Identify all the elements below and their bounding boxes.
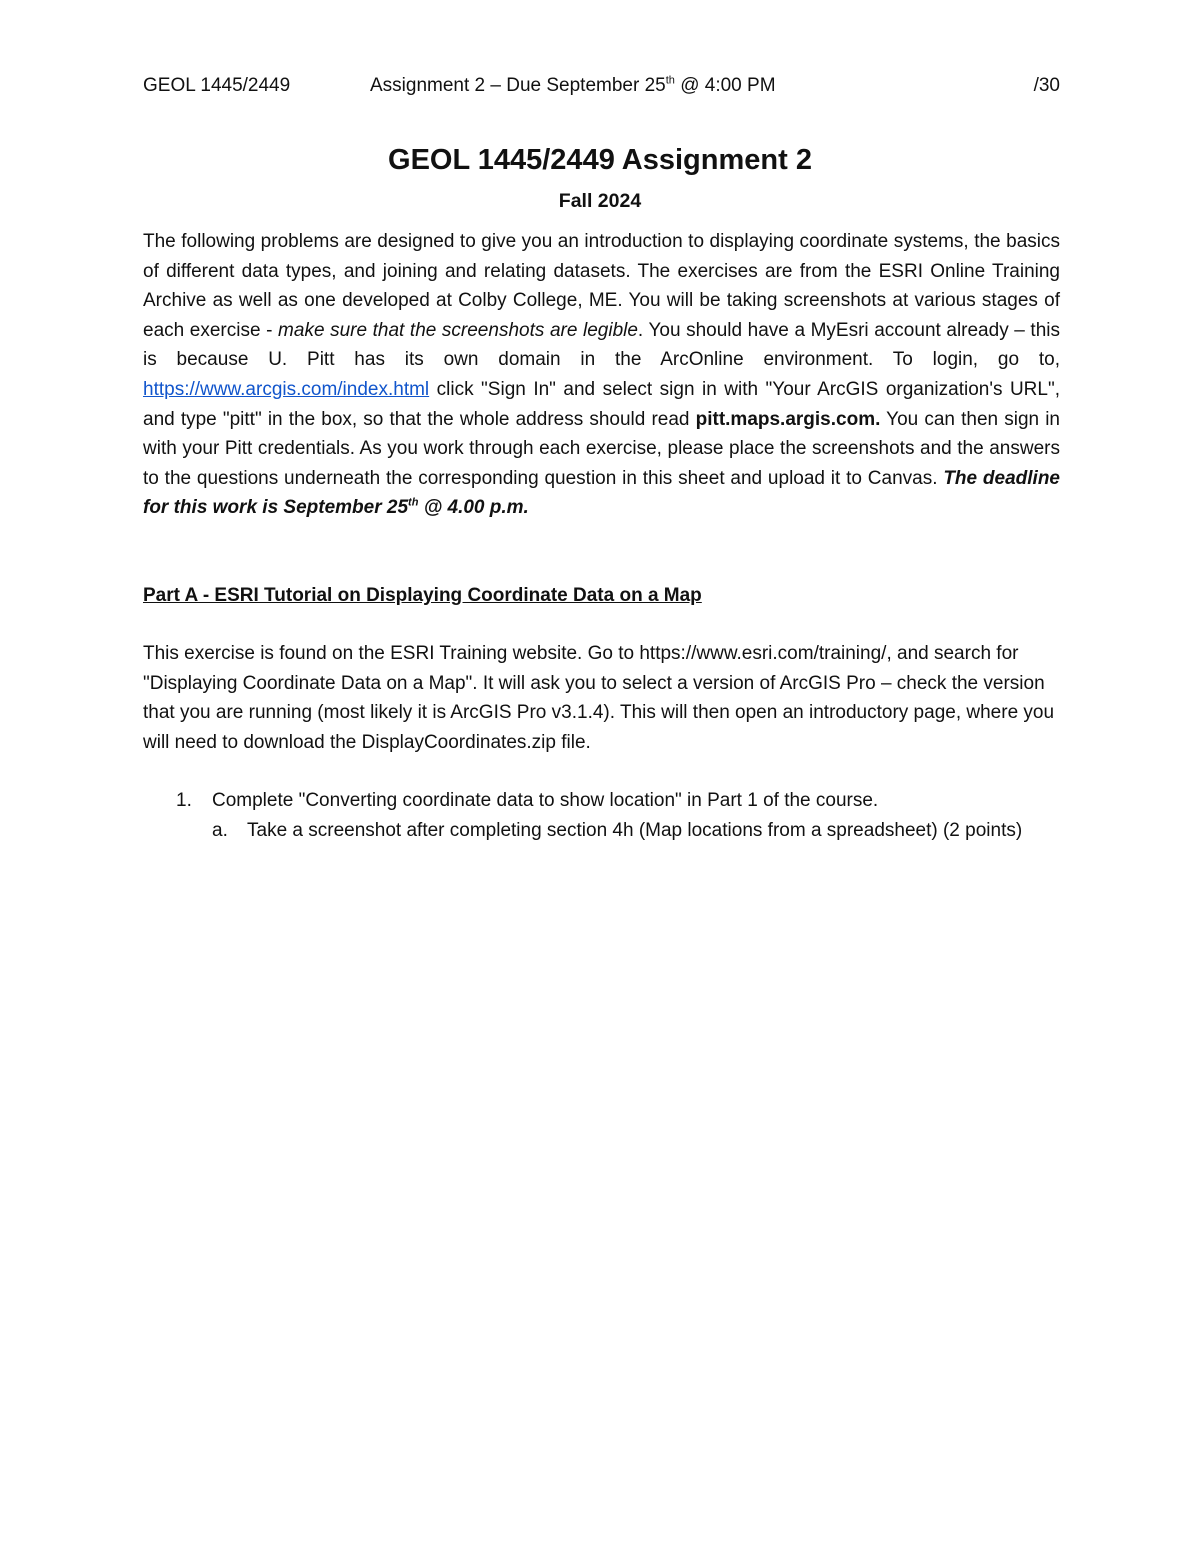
intro-deadline-prefix: The deadline for this work is September 25 xyxy=(143,467,1060,519)
intro-paragraph xyxy=(143,227,1060,523)
intro-text-3: click "Sign In" and select sign in with "Your ArcGIS organization's URL", and type "pitt" in the box, so that the whole address should read xyxy=(143,378,1060,430)
intro-italic-note: make sure that the screenshots are legible xyxy=(278,319,638,341)
intro-text-1: The following problems are designed to give you an introduction to displaying coordinate systems, the basics of different data types, and joining and relating datasets. The exercises are from the ESRI Online Training Archive as well as one developed at Colby College, ME. You will be taking screenshots at various stages of each exercise - xyxy=(143,231,1060,341)
question-1-text: Complete "Converting coordinate data to show location" in Part 1 of the course. xyxy=(212,790,879,811)
intro-text-2: . You should have a MyEsri account already – this is because U. Pitt has its own domain in the ArcOnline environment. To login, go to, xyxy=(143,319,1060,371)
page-header xyxy=(143,72,1060,100)
header-score: /30 xyxy=(1033,75,1060,96)
intro-address-bold: pitt.maps.argis.com. xyxy=(695,408,881,430)
intro-deadline-sup: th xyxy=(408,497,419,510)
header-assignment-prefix: Assignment 2 – Due September 25 xyxy=(370,75,666,96)
question-1a-text: Take a screenshot after completing section 4h (Map locations from a spreadsheet) (2 points) xyxy=(247,820,1023,841)
header-assignment-title xyxy=(370,72,776,100)
document-title: GEOL 1445/2449 Assignment 2 xyxy=(388,144,812,176)
header-assignment-suffix: @ 4:00 PM xyxy=(674,75,776,96)
intro-text-4: You can then sign in with your Pitt credentials. As you work through each exercise, please place the screenshots and the answers to the questions underneath the corresponding question in this sheet and upload it to Canvas. xyxy=(143,408,1060,489)
part-a-heading: Part A - ESRI Tutorial on Displaying Coordinate Data on a Map xyxy=(143,585,702,606)
question-1a-letter: a. xyxy=(212,820,228,841)
header-assignment-sup: th xyxy=(665,74,675,87)
header-course-code: GEOL 1445/2449 xyxy=(143,75,291,96)
part-a-paragraph: This exercise is found on the ESRI Training website. Go to https://www.esri.com/training/, and search for "Displaying Coordinate Data on a Map". It will ask you to select a version of ArcGIS Pro – check the version that you are running (most likely it is ArcGIS Pro v3.1.4). This will then open an introductory page, where you will need to download the DisplayCoordinates.zip file. xyxy=(143,643,1055,753)
question-1-number: 1. xyxy=(176,790,192,811)
document-subtitle: Fall 2024 xyxy=(558,190,642,212)
arcgis-login-link[interactable]: https://www.arcgis.com/index.html xyxy=(143,378,430,400)
intro-deadline-suffix: @ 4.00 p.m. xyxy=(418,497,529,519)
